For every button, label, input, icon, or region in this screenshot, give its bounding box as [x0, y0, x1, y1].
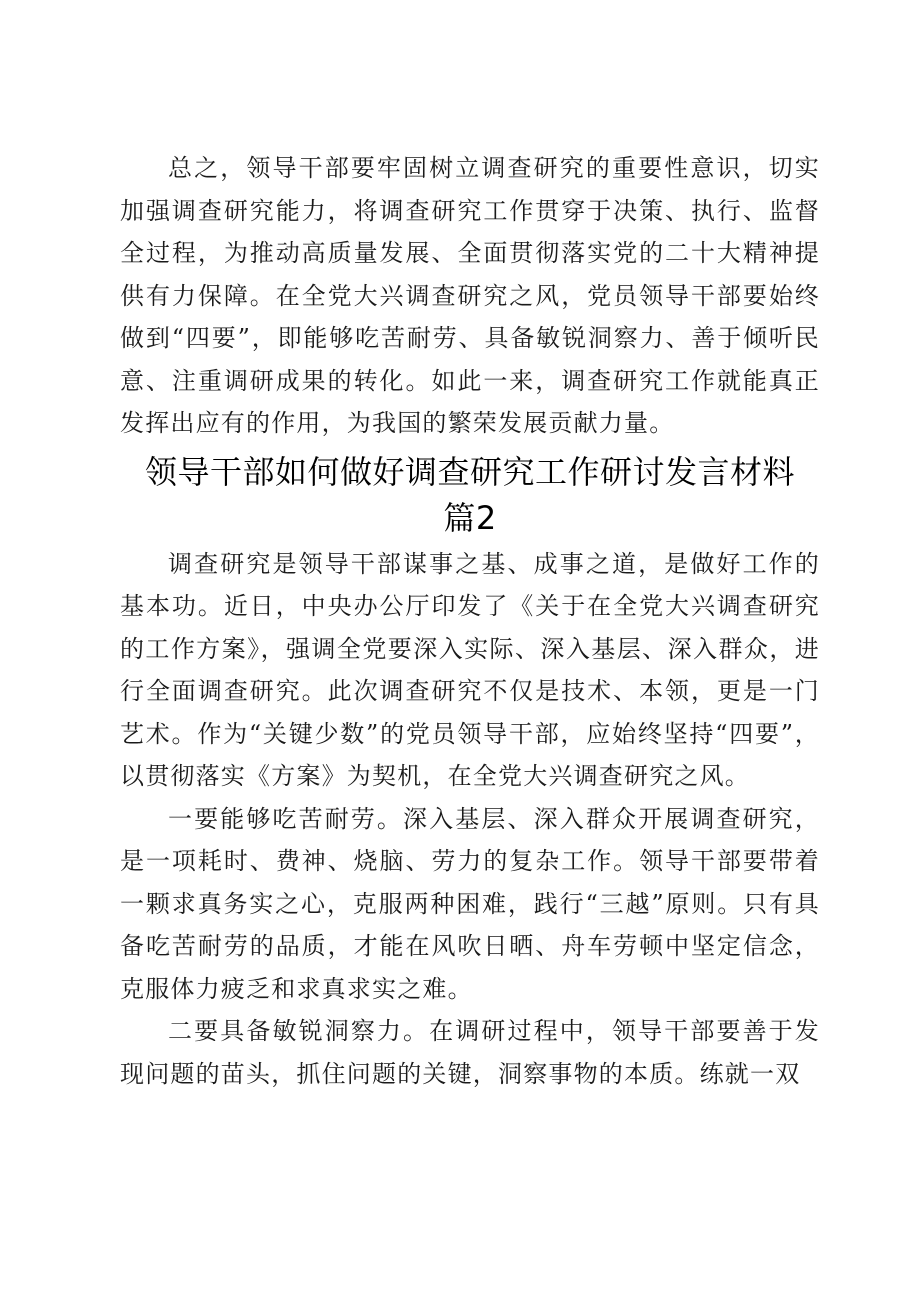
section-heading [120, 449, 820, 541]
paragraph-intro: 调查研究是领导干部谋事之基、成事之道，是做好工作的基本功。近日，中央办公厅印发了《关于在全党大兴调查研究的工作方案》，强调全党要深入实际、深入基层、深入群众，进行全面调查研究。此次调查研究不仅是技术、本领，更是一门艺术。作为“关键少数”的党员领导干部，应始终坚持“四要”，以贯彻落实《方案》为契机，在全党大兴调查研究之风。 [120, 549, 820, 790]
paragraph-point-two: 二要具备敏锐洞察力。在调研过程中，领导干部要善于发现问题的苗头，抓住问题的关键，洞察事物的本质。练就一双 [120, 1017, 820, 1088]
section-heading-line-1: 领导干部如何做好调查研究工作研讨发言材料 [144, 452, 795, 491]
section-heading-line-2: 篇2 [443, 498, 497, 537]
paragraph-point-one: 一要能够吃苦耐劳。深入基层、深入群众开展调查研究，是一项耗时、费神、烧脑、劳力的复杂工作。领导干部要带着一颗求真务实之心，克服两种困难，践行“三越”原则。只有具备吃苦耐劳的品质，才能在风吹日晒、舟车劳顿中坚定信念，克服体力疲乏和求真求实之难。 [120, 804, 820, 1003]
paragraph-summary: 总之，领导干部要牢固树立调查研究的重要性意识，切实加强调查研究能力，将调查研究工作贯穿于决策、执行、监督全过程，为推动高质量发展、全面贯彻落实党的二十大精神提供有力保障。在全党大兴调查研究之风，党员领导干部要始终做到“四要”，即能够吃苦耐劳、具备敏锐洞察力、善于倾听民意、注重调研成果的转化。如此一来，调查研究工作就能真正发挥出应有的作用，为我国的繁荣发展贡献力量。 [120, 154, 820, 437]
document-body [120, 147, 820, 1095]
